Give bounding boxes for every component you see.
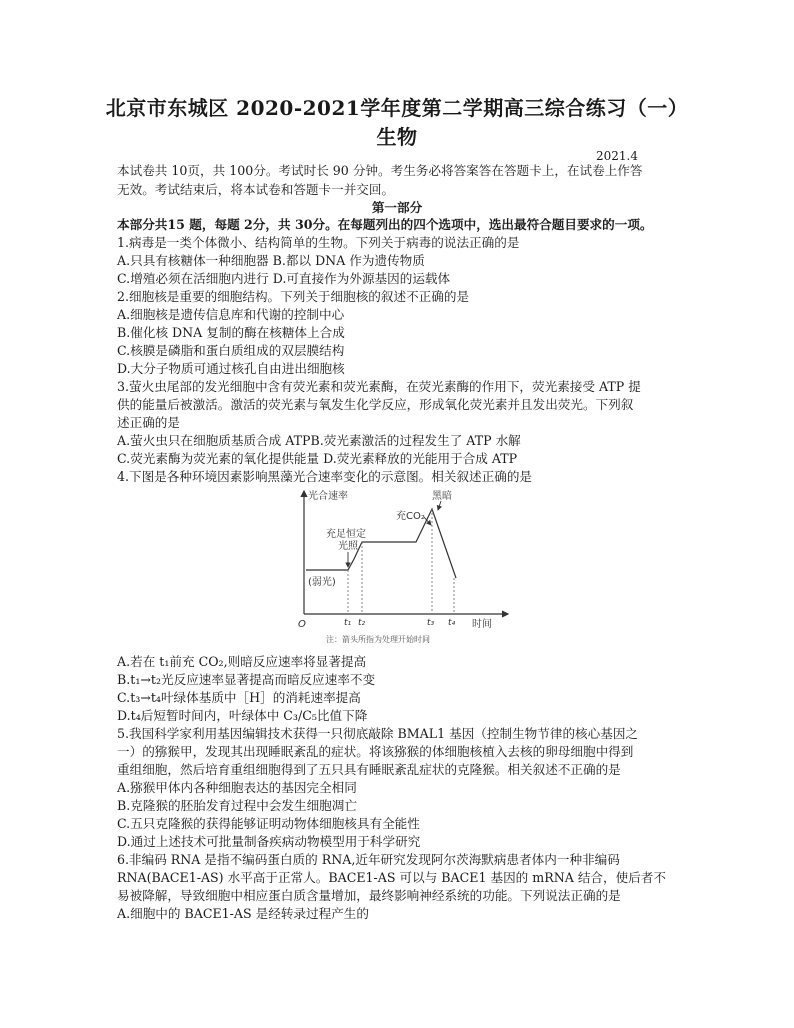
photosynthesis-rate-figure bbox=[296, 487, 514, 647]
subject-title: 生物 bbox=[376, 125, 418, 149]
figure-note: 注：箭头所指为处理开始时间 bbox=[326, 635, 430, 644]
intro-line: 无效。考试结束后，将本试卷和答题卡一并交回。 bbox=[117, 182, 395, 197]
question-line: 3.萤火虫尾部的发光细胞中含有荧光素和荧光素酶，在荧光素酶的作用下，荧光素接受 ATP 提 bbox=[117, 379, 641, 394]
x-axis-label: 时间 bbox=[472, 619, 492, 630]
co2-label: 充CO₂ bbox=[396, 511, 425, 522]
dark-label: 黑暗 bbox=[432, 491, 452, 502]
option-line: C.五只克隆猴的获得能够证明动物体细胞核具有全能性 bbox=[117, 816, 420, 831]
option-line: C.增殖必须在活细胞内进行 D.可直接作为外源基因的运载体 bbox=[117, 271, 451, 286]
question-line: 述正确的是 bbox=[117, 415, 180, 430]
option-line: B.t₁→t₂光反应速率显著提高而暗反应速率不变 bbox=[117, 672, 376, 687]
dark-arrow bbox=[438, 501, 441, 510]
option-line: A.猕猴甲体内各种细胞表达的基因完全相同 bbox=[117, 780, 357, 795]
weak-light-label: (弱光) bbox=[308, 577, 336, 588]
option-line: C.核膜是磷脂和蛋白质组成的双层膜结构 bbox=[117, 343, 345, 358]
question-line: 重组细胞，然后培育重组细胞得到了五只具有睡眠紊乱症状的克隆猴。相关叙述不正确的是 bbox=[117, 762, 621, 777]
t3-label: t₃ bbox=[427, 618, 435, 628]
part-instruction: 本部分共15 题，每题 2分，共 30分。在每题列出的四个选项中，选出最符合题目要求的一项。 bbox=[117, 217, 653, 232]
origin-label: O bbox=[298, 619, 306, 630]
exam-date: 2021.4 bbox=[596, 149, 638, 163]
question-line: 2.细胞核是重要的细胞结构。下列关于细胞核的叙述不正确的是 bbox=[117, 289, 470, 304]
option-line: B.克隆猴的胚胎发育过程中会发生细胞凋亡 bbox=[117, 798, 357, 813]
option-line: A.萤火虫只在细胞质基质合成 ATPB.荧光素激活的过程发生了 ATP 水解 bbox=[117, 433, 521, 448]
question-line: 4.下图是各种环境因素影响黑藻光合速率变化的示意图。相关叙述正确的是 bbox=[117, 469, 533, 484]
t4-label: t₄ bbox=[448, 618, 456, 628]
question-line: 5.我国科学家利用基因编辑技术获得一只彻底敲除 BMAL1 基因（控制生物节律的核心基因之 bbox=[117, 726, 639, 741]
question-line: 易被降解，导致细胞中相应蛋白质含量增加，最终影响神经系统的功能。下列说法正确的是 bbox=[117, 888, 621, 903]
question-line: 6.非编码 RNA 是指不编码蛋白质的 RNA,近年研究发现阿尔茨海默病患者体内一种非编码 bbox=[117, 852, 620, 867]
t1-label: t₁ bbox=[344, 618, 352, 628]
part-heading: 第一部分 bbox=[371, 200, 423, 215]
full-light-label: 光照 bbox=[338, 541, 358, 552]
option-line: C.荧光素酶为荧光素的氧化提供能量 D.荧光素释放的光能用于合成 ATP bbox=[117, 451, 518, 466]
y-axis-label: 光合速率 bbox=[308, 491, 348, 502]
option-line: D.t₄后短暂时间内，叶绿体中 C₃/C₅比值下降 bbox=[117, 708, 368, 723]
option-line: A.细胞中的 BACE1-AS 是经转录过程产生的 bbox=[117, 906, 369, 921]
question-line: RNA(BACE1-AS) 水平高于正常人。BACE1-AS 可以与 BACE1 基因的 mRNA 结合，使后者不 bbox=[117, 870, 666, 885]
option-line: A.若在 t₁前充 CO₂,则暗反应速率将显著提高 bbox=[117, 654, 367, 669]
option-line: C.t₃→t₄叶绿体基质中［H］的消耗速率提高 bbox=[117, 690, 361, 705]
option-line: D.大分子物质可通过核孔自由进出细胞核 bbox=[117, 361, 345, 376]
option-line: B.催化核 DNA 复制的酶在核糖体上合成 bbox=[117, 325, 345, 340]
t2-label: t₂ bbox=[358, 618, 366, 628]
option-line: A.只具有核糖体一种细胞器 B.都以 DNA 作为遗传物质 bbox=[117, 253, 425, 268]
option-line: D.通过上述技术可批量制备疾病动物模型用于科学研究 bbox=[117, 834, 421, 849]
question-line: 供的能量后被激活。激活的荧光素与氧发生化学反应，形成氧化荧光素并且发出荧光。下列叙 bbox=[117, 397, 634, 412]
rate-curve bbox=[306, 509, 456, 578]
full-light-label: 充足恒定 bbox=[326, 529, 366, 540]
exam-title: 北京市东城区 2020-2021学年度第二学期高三综合练习（一） bbox=[105, 96, 689, 120]
question-line: 一）的猕猴甲，发现其出现睡眠紊乱的症状。将该猕猴的体细胞核植入去核的卵母细胞中得到 bbox=[117, 744, 634, 759]
intro-line: 本试卷共 10页，共 100分。考试时长 90 分钟。考生务必将答案答在答题卡上，在试卷上作答 bbox=[117, 163, 643, 178]
option-line: A.细胞核是遗传信息库和代谢的控制中心 bbox=[117, 307, 345, 322]
question-line: 1.病毒是一类个体微小、结构简单的生物。下列关于病毒的说法正确的是 bbox=[117, 235, 520, 250]
